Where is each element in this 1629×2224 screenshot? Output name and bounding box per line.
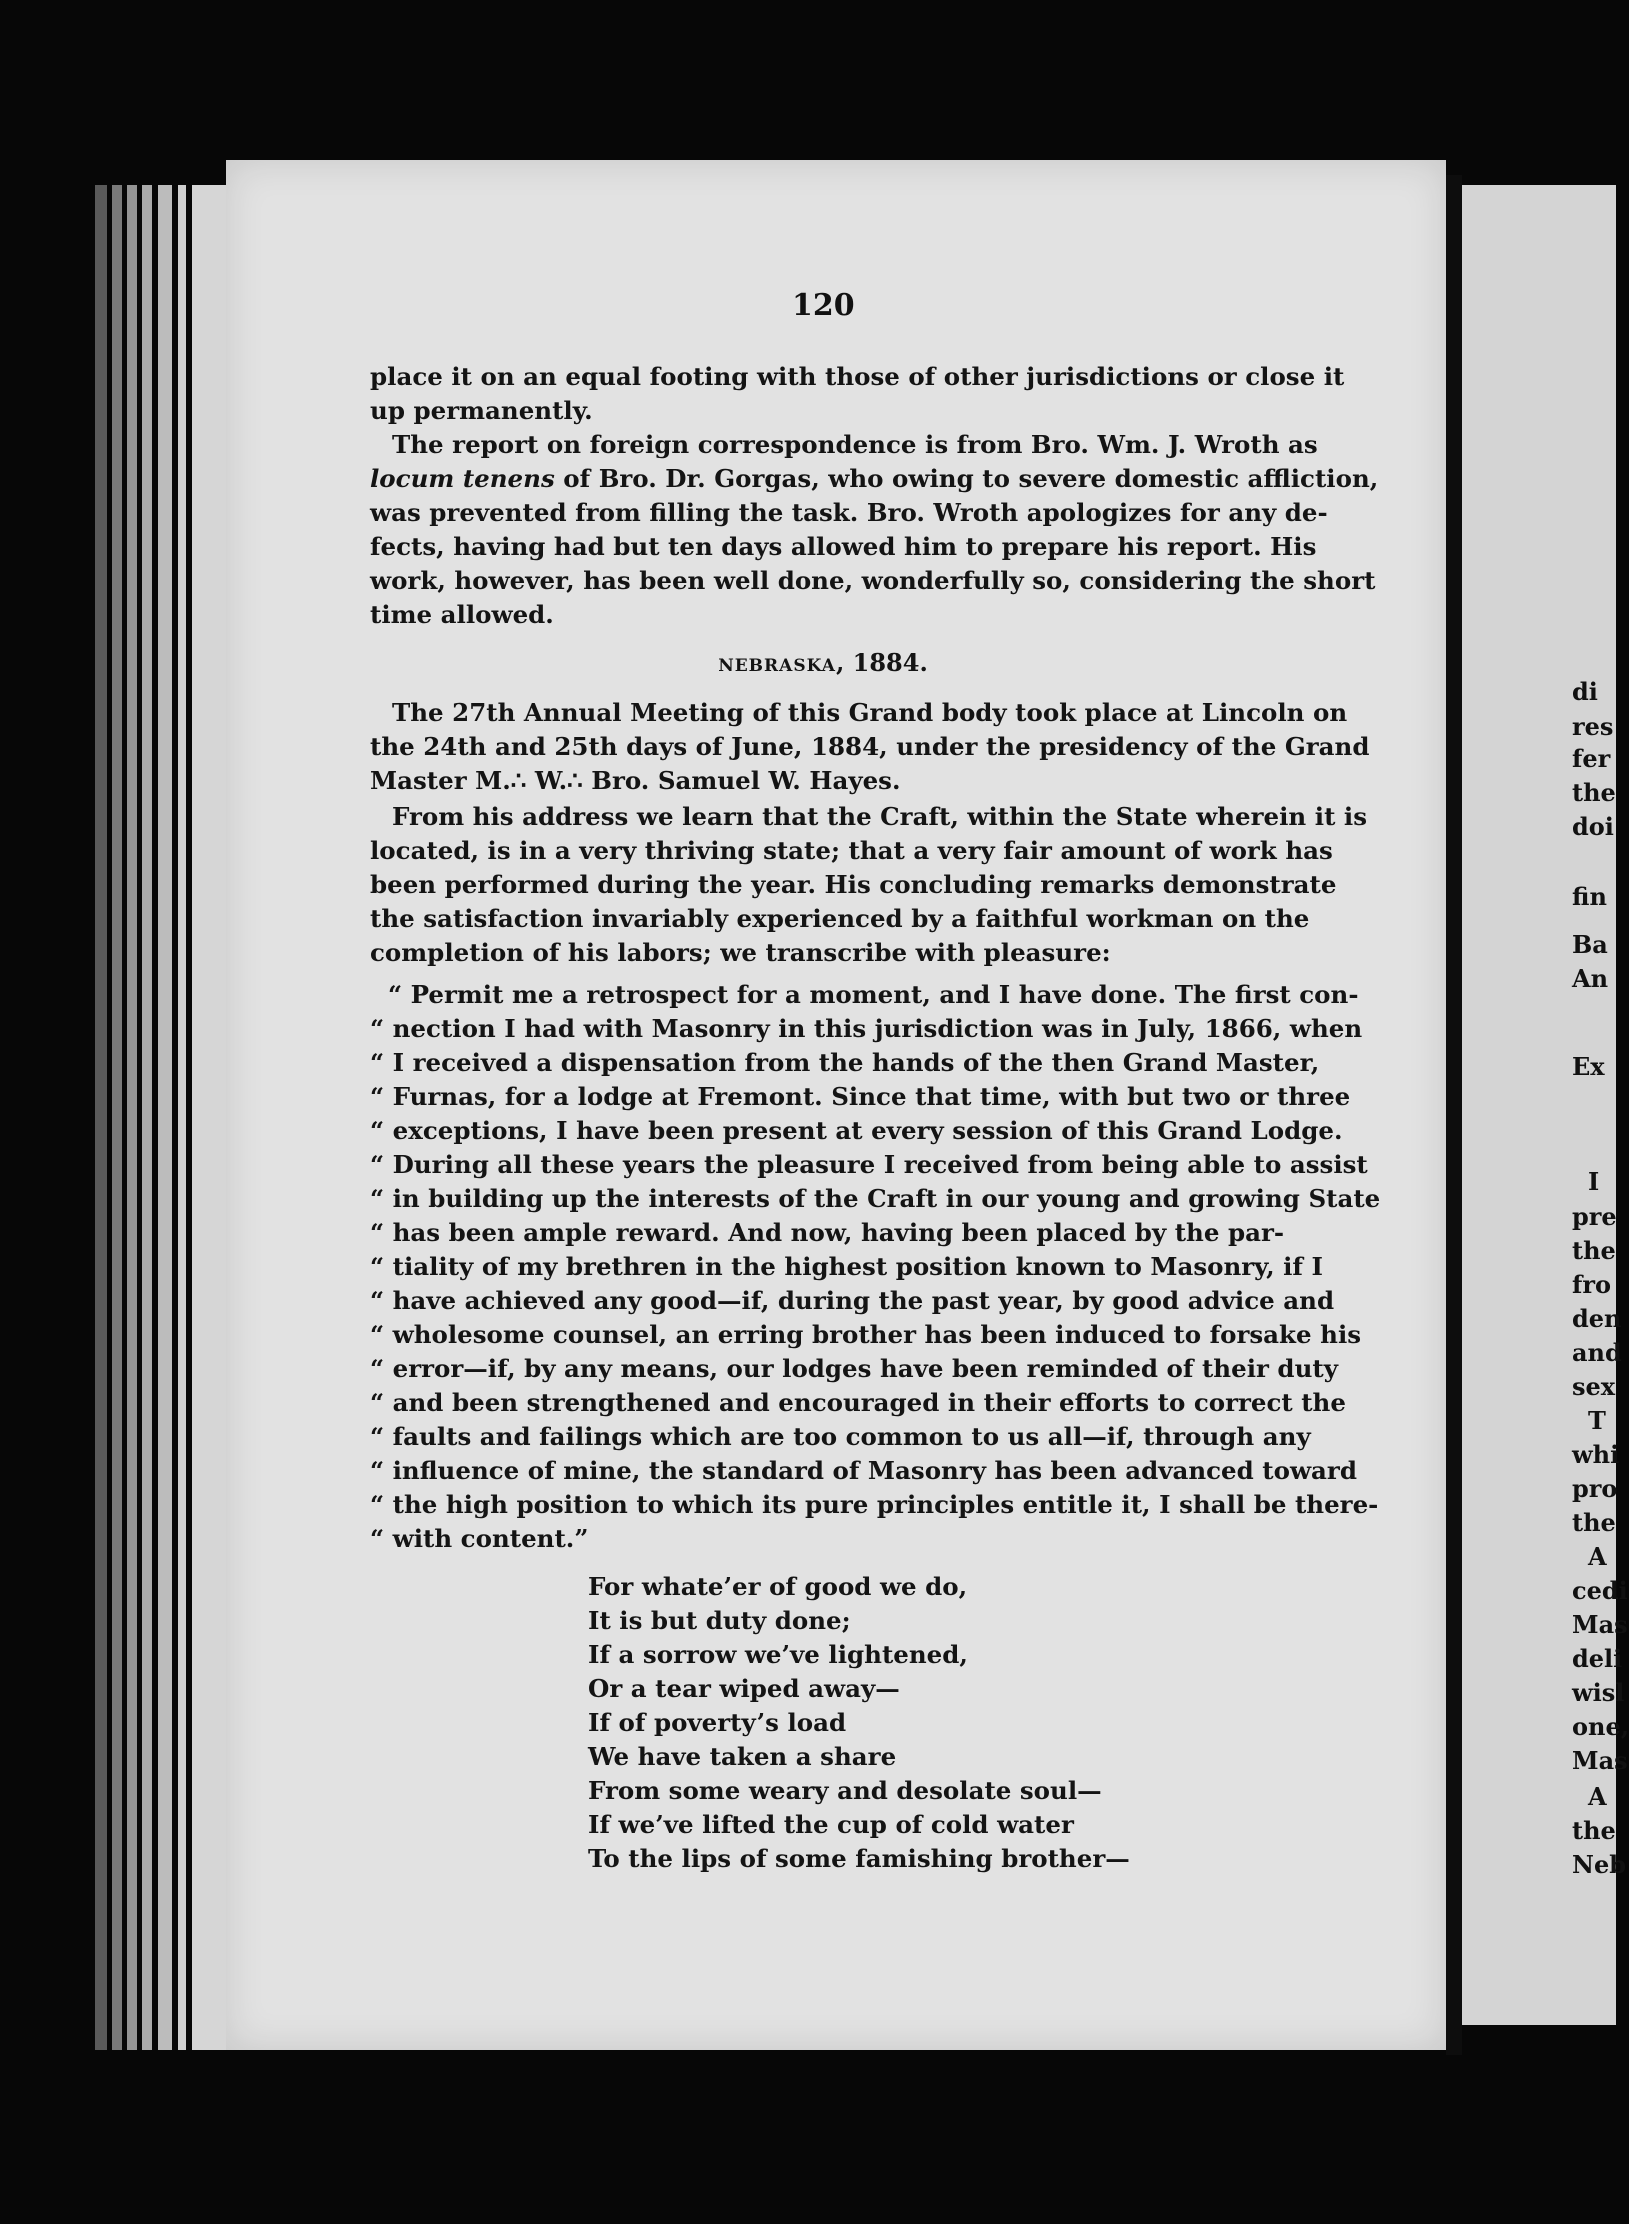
verse-line: Or a tear wiped away— [588, 1674, 900, 1703]
page-number: 120 [792, 288, 855, 323]
right-page-word: Mas [1572, 1610, 1628, 1639]
text-line: place it on an equal footing with those of other jurisdictions or close it [370, 362, 1345, 391]
right-page-fragment [1462, 185, 1629, 2025]
quote-line: “ has been ample reward. And now, having been placed by the par- [370, 1218, 1285, 1247]
right-page-word: I [1588, 1167, 1600, 1196]
text-span: of Bro. Dr. Gorgas, who owing to severe domestic affliction, [554, 464, 1379, 493]
heading-state: NEBRASKA [718, 656, 836, 676]
right-page-word: the [1572, 1508, 1616, 1537]
right-page-word: A [1588, 1782, 1607, 1811]
verse-line: From some weary and desolate soul— [588, 1776, 1102, 1805]
right-page-word: doi [1572, 812, 1614, 841]
section-heading [370, 648, 1276, 677]
quote-line: “ nection I had with Masonry in this jurisdiction was in July, 1866, when [370, 1014, 1363, 1043]
quote-line: “ influence of mine, the standard of Masonry has been advanced toward [370, 1456, 1357, 1485]
right-page-word: Ex [1572, 1052, 1605, 1081]
italic-phrase: locum tenens [370, 464, 555, 493]
quote-line: “ tiality of my brethren in the highest position known to Masonry, if I [370, 1252, 1323, 1281]
text-line: work, however, has been well done, wonderfully so, considering the short [370, 566, 1376, 595]
right-page-word: Ba [1572, 930, 1608, 959]
text-line [370, 464, 1379, 493]
quote-line: “ wholesome counsel, an erring brother has been induced to forsake his [370, 1320, 1362, 1349]
text-line: the 24th and 25th days of June, 1884, under the presidency of the Grand [370, 732, 1370, 761]
right-page-word: Neb [1572, 1850, 1626, 1879]
text-line: been performed during the year. His concluding remarks demonstrate [370, 870, 1337, 899]
text-line: completion of his labors; we transcribe with pleasure: [370, 938, 1111, 967]
right-page-word: fin [1572, 882, 1607, 911]
page-edge [142, 185, 152, 2050]
text-line: time allowed. [370, 600, 554, 629]
right-page-word: di [1572, 677, 1598, 706]
verse-line: For whate’er of good we do, [588, 1572, 968, 1601]
text-line: Master M.∴ W.∴ Bro. Samuel W. Hayes. [370, 766, 901, 795]
page-edge [158, 185, 172, 2050]
right-page-word: deli [1572, 1644, 1623, 1673]
book-gutter [1446, 175, 1462, 2055]
text-line: The report on foreign correspondence is from Bro. Wm. J. Wroth as [392, 430, 1318, 459]
verse-line: If a sorrow we’ve lightened, [588, 1640, 968, 1669]
quote-line: “ have achieved any good—if, during the past year, by good advice and [370, 1286, 1335, 1315]
text-line: was prevented from filling the task. Bro. Wroth apologizes for any de- [370, 498, 1328, 527]
right-page-word: whi [1572, 1440, 1620, 1469]
right-page-word: the [1572, 1236, 1616, 1265]
right-page-word: fro [1572, 1270, 1611, 1299]
right-page-word: the [1572, 1816, 1616, 1845]
text-line: fects, having had but ten days allowed him to prepare his report. His [370, 532, 1317, 561]
quote-line: “ During all these years the pleasure I received from being able to assist [370, 1150, 1368, 1179]
verse-line: We have taken a share [588, 1742, 897, 1771]
verse-line: If of poverty’s load [588, 1708, 847, 1737]
quote-line: “ exceptions, I have been present at every session of this Grand Lodge. [370, 1116, 1343, 1145]
right-page-word: and [1572, 1338, 1622, 1367]
text-line: From his address we learn that the Craft, within the State wherein it is [392, 802, 1368, 831]
page-edge [192, 185, 226, 2050]
verse-line: If we’ve lifted the cup of cold water [588, 1810, 1074, 1839]
quote-line: “ faults and failings which are too common to us all—if, through any [370, 1422, 1311, 1451]
text-line: located, is in a very thriving state; that a very fair amount of work has [370, 836, 1333, 865]
text-line: the satisfaction invariably experienced by a faithful workman on the [370, 904, 1310, 933]
page-edge [112, 185, 122, 2050]
right-page-word: Mas [1572, 1746, 1628, 1775]
quote-line: “ I received a dispensation from the hands of the then Grand Master, [370, 1048, 1320, 1077]
text-line: The 27th Annual Meeting of this Grand body took place at Lincoln on [392, 698, 1348, 727]
quote-line: “ in building up the interests of the Craft in our young and growing State [370, 1184, 1381, 1213]
heading-year: , 1884. [835, 648, 928, 677]
quote-line: “ error—if, by any means, our lodges have been reminded of their duty [370, 1354, 1338, 1383]
right-page-word: T [1588, 1406, 1606, 1435]
verse-line: It is but duty done; [588, 1606, 851, 1635]
verse-line: To the lips of some famishing brother— [588, 1844, 1130, 1873]
right-page-word: res [1572, 712, 1614, 741]
quote-line: “ and been strengthened and encouraged in their efforts to correct the [370, 1388, 1346, 1417]
page-edge [127, 185, 137, 2050]
quote-line: “ with content.” [370, 1524, 589, 1553]
right-page-word: fer [1572, 744, 1611, 773]
quote-line: “ Furnas, for a lodge at Fremont. Since that time, with but two or three [370, 1082, 1351, 1111]
right-page-word: wisl [1572, 1678, 1625, 1707]
right-page-word: cedi [1572, 1576, 1628, 1605]
right-page-word: den [1572, 1304, 1622, 1333]
right-page-word: pre [1572, 1202, 1617, 1231]
right-page-word: one, [1572, 1712, 1629, 1741]
quote-line: “ the high position to which its pure principles entitle it, I shall be there- [370, 1490, 1379, 1519]
right-page-word: A [1588, 1542, 1607, 1571]
quote-line: “ Permit me a retrospect for a moment, and I have done. The first con- [388, 980, 1359, 1009]
text-line: up permanently. [370, 396, 593, 425]
page-edge [95, 185, 107, 2050]
right-page-word: the [1572, 778, 1616, 807]
right-page-word: sex [1572, 1372, 1616, 1401]
right-page-word: An [1572, 964, 1609, 993]
page-edge [178, 185, 186, 2050]
right-page-word: pro [1572, 1474, 1618, 1503]
